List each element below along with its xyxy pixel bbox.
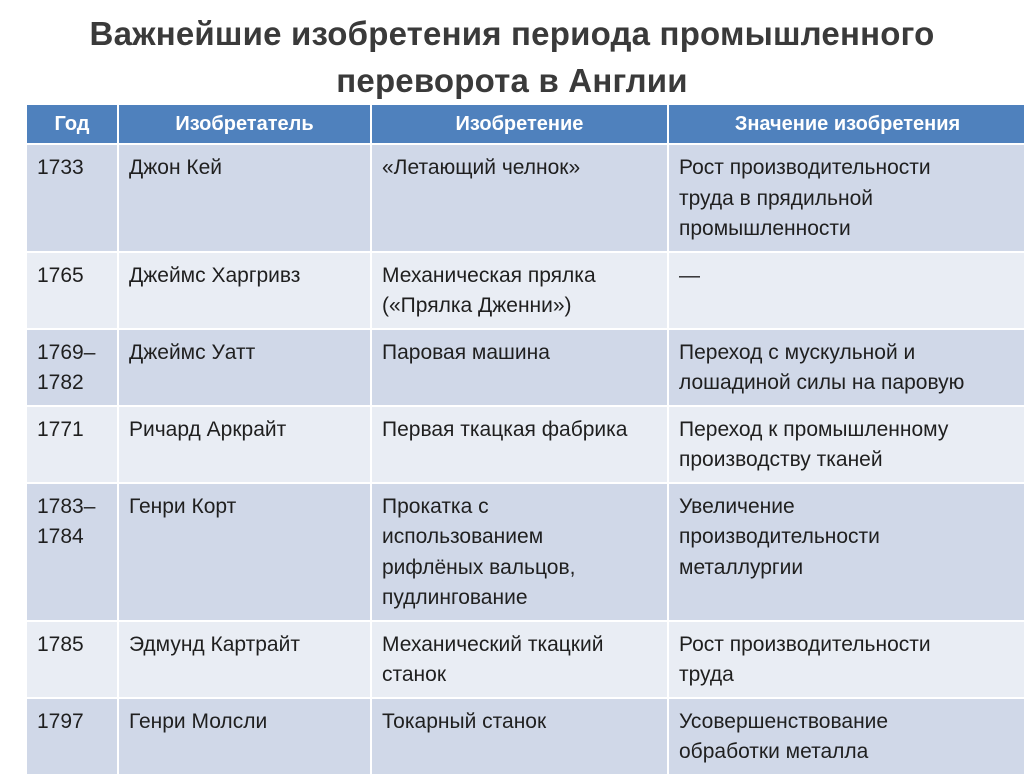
- inventions-table: [25, 103, 1024, 776]
- table-row: [27, 253, 1024, 328]
- cell-line: труда в прядильной: [679, 186, 873, 210]
- cell-line: Усовершенствование: [679, 709, 889, 733]
- cell-line: 1783–: [37, 494, 96, 518]
- cell-line: 1765: [37, 263, 84, 287]
- cell-line: лошадиной силы на паровую: [679, 371, 965, 394]
- header-invention: Изобретение: [372, 105, 667, 143]
- cell-invention: [372, 622, 667, 697]
- cell-year: [27, 699, 117, 774]
- cell-line: Рост производительности: [679, 632, 931, 656]
- table-row: [27, 407, 1024, 482]
- cell-year: [27, 330, 117, 405]
- cell-invention: [372, 407, 667, 482]
- cell-year: [27, 253, 117, 328]
- cell-line: Механический ткацкий: [382, 632, 604, 656]
- cell-line: Токарный станок: [382, 709, 547, 733]
- cell-invention: [372, 253, 667, 328]
- cell-year: [27, 407, 117, 482]
- page-title: [0, 10, 1024, 104]
- header-inventor: Изобретатель: [119, 105, 370, 143]
- cell-significance: [669, 330, 1024, 405]
- cell-year: [27, 484, 117, 620]
- cell-significance: [669, 699, 1024, 774]
- table-header-row: [27, 105, 1024, 143]
- title-line-2: переворота в Англии: [336, 62, 688, 99]
- title-line-1: Важнейшие изобретения периода промышленного: [89, 15, 935, 52]
- cell-invention: [372, 145, 667, 251]
- cell-line: 1784: [37, 525, 84, 548]
- cell-line: Механическая прялка: [382, 263, 596, 287]
- cell-line: производительности: [679, 525, 880, 548]
- cell-significance: [669, 622, 1024, 697]
- cell-invention: [372, 484, 667, 620]
- cell-year: [27, 622, 117, 697]
- cell-inventor: Джон Кей: [119, 145, 370, 251]
- cell-line: труда: [679, 663, 734, 686]
- cell-line: 1733: [37, 156, 84, 179]
- cell-invention: [372, 330, 667, 405]
- cell-line: промышленности: [679, 217, 851, 240]
- cell-line: («Прялка Дженни»): [382, 294, 572, 317]
- cell-line: использованием: [382, 525, 544, 548]
- cell-line: пудлингование: [382, 586, 528, 609]
- cell-line: 1769–: [37, 340, 96, 364]
- cell-inventor: Ричард Аркрайт: [119, 407, 370, 482]
- cell-significance: [669, 145, 1024, 251]
- cell-line: Переход к промышленному: [679, 417, 949, 441]
- cell-invention: [372, 699, 667, 774]
- cell-line: Паровая машина: [382, 340, 550, 364]
- cell-line: 1771: [37, 417, 84, 441]
- cell-line: станок: [382, 663, 447, 686]
- cell-inventor: Джеймс Уатт: [119, 330, 370, 405]
- cell-inventor: Генри Корт: [119, 484, 370, 620]
- cell-line: 1797: [37, 709, 84, 733]
- cell-significance: [669, 484, 1024, 620]
- cell-line: производству тканей: [679, 448, 883, 471]
- header-significance: Значение изобретения: [669, 105, 1024, 143]
- cell-year: [27, 145, 117, 251]
- cell-line: 1782: [37, 371, 84, 394]
- cell-line: 1785: [37, 632, 84, 656]
- cell-line: Переход с мускульной и: [679, 340, 916, 364]
- cell-significance: [669, 407, 1024, 482]
- cell-line: рифлёных вальцов,: [382, 555, 576, 579]
- header-year: Год: [27, 105, 117, 143]
- table-row: [27, 484, 1024, 620]
- cell-line: «Летающий челнок»: [382, 156, 581, 179]
- cell-line: Рост производительности: [679, 156, 931, 179]
- cell-line: Увеличение: [679, 494, 795, 518]
- table-row: [27, 622, 1024, 697]
- table-row: [27, 699, 1024, 774]
- cell-inventor: Генри Молсли: [119, 699, 370, 774]
- cell-line: Прокатка с: [382, 494, 489, 518]
- table-row: [27, 145, 1024, 251]
- cell-line: обработки металла: [679, 740, 869, 763]
- cell-inventor: Эдмунд Картрайт: [119, 622, 370, 697]
- cell-inventor: Джеймс Харгривз: [119, 253, 370, 328]
- cell-line: металлургии: [679, 555, 804, 579]
- cell-significance: [669, 253, 1024, 328]
- cell-line: —: [679, 263, 700, 287]
- cell-line: Первая ткацкая фабрика: [382, 417, 628, 441]
- table-row: [27, 330, 1024, 405]
